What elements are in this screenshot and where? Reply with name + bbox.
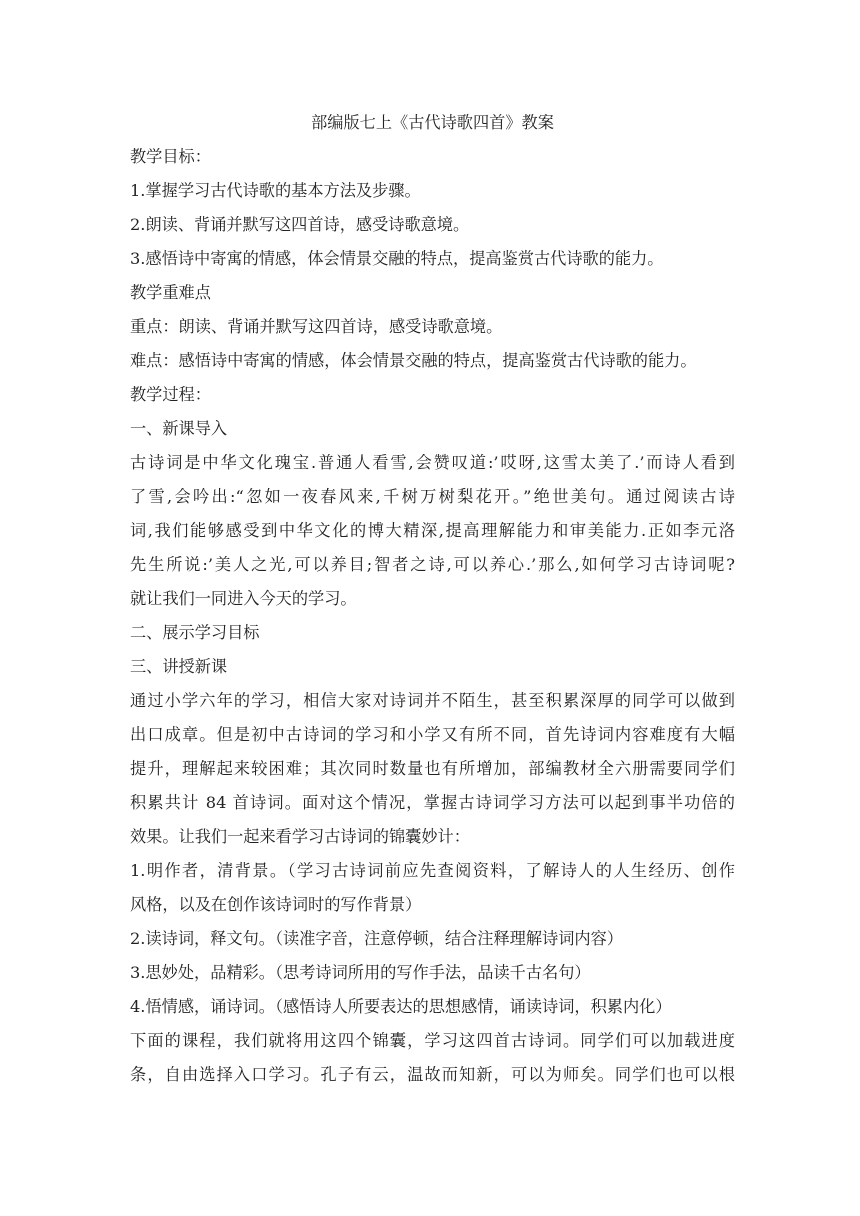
closing-paragraph xyxy=(130,1024,735,1092)
paragraph-line: 提升，理解起来较困难；其次同时数量也有所增加，部编教材全六册需要同学们 xyxy=(130,759,735,778)
paragraph-line: 通过小学六年的学习，相信大家对诗词并不陌生，甚至积累深厚的同学可以做到 xyxy=(130,691,735,710)
tip-line: 风格，以及在创作该诗词时的写作背景） xyxy=(130,895,422,914)
paragraph-line: 了雪,会吟出:“忽如一夜春风来,千树万树梨花开。”绝世美句。通过阅读古诗 xyxy=(130,487,735,506)
document-title: 部编版七上《古代诗歌四首》教案 xyxy=(311,113,554,132)
tip-item xyxy=(130,854,735,922)
tip-item xyxy=(130,922,735,956)
objective-item: 3.感悟诗中寄寓的情感，体会情景交融的特点，提高鉴赏古代诗歌的能力。 xyxy=(130,249,664,268)
section-heading-lecture: 三、讲授新课 xyxy=(130,657,228,676)
tip-item xyxy=(130,956,735,990)
objective-item: 1.掌握学习古代诗歌的基本方法及步骤。 xyxy=(130,181,421,200)
document-body xyxy=(130,106,735,1092)
paragraph-line: 条，自由选择入口学习。孔子有云，温故而知新，可以为师矣。同学们也可以根 xyxy=(130,1065,735,1084)
tip-line: 4.悟情感，诵诗词。（感悟诗人所要表达的思想感情，诵读诗词，积累内化） xyxy=(130,997,672,1016)
intro-paragraph xyxy=(130,446,735,616)
tip-line: 2.读诗词，释文句。（读准字音，注意停顿，结合注释理解诗词内容） xyxy=(130,929,623,948)
section-heading-objectives: 二、展示学习目标 xyxy=(130,623,260,642)
objective-item: 2.朗读、背诵并默写这四首诗，感受诗歌意境。 xyxy=(130,215,470,234)
paragraph-line: 先生所说:’美人之光,可以养目;智者之诗,可以养心.’那么,如何学习古诗词呢? xyxy=(130,555,735,574)
tip-line: 1.明作者，清背景。（学习古诗词前应先查阅资料，了解诗人的人生经历、创作 xyxy=(130,861,735,880)
paragraph-line: 下面的课程，我们就将用这四个锦囊，学习这四首古诗词。同学们可以加载进度 xyxy=(130,1031,735,1050)
section-heading-intro: 一、新课导入 xyxy=(130,419,228,438)
tip-item xyxy=(130,990,735,1024)
paragraph-line: 就让我们一同进入今天的学习。 xyxy=(130,589,357,608)
key-points-heading: 教学重难点 xyxy=(130,283,211,302)
lecture-paragraph xyxy=(130,684,735,854)
process-heading: 教学过程： xyxy=(130,385,211,404)
paragraph-line: 积累共计 84 首诗词。面对这个情况，掌握古诗词学习方法可以起到事半功倍的 xyxy=(130,793,735,812)
difficult-point-text: 难点：感悟诗中寄寓的情感，体会情景交融的特点，提高鉴赏古代诗歌的能力。 xyxy=(130,351,697,370)
paragraph-line: 古诗词是中华文化瑰宝.普通人看雪,会赞叹道:’哎呀,这雪太美了.’而诗人看到 xyxy=(130,453,735,472)
tip-line: 3.思妙处，品精彩。（思考诗词所用的写作手法，品读千古名句） xyxy=(130,963,591,982)
objectives-heading: 教学目标： xyxy=(130,147,211,166)
key-point-text: 重点：朗读、背诵并默写这四首诗，感受诗歌意境。 xyxy=(130,317,503,336)
paragraph-line: 词,我们能够感受到中华文化的博大精深,提高理解能力和审美能力.正如李元洛 xyxy=(130,521,735,540)
paragraph-line: 效果。让我们一起来看学习古诗词的锦囊妙计： xyxy=(130,827,470,846)
paragraph-line: 出口成章。但是初中古诗词的学习和小学又有所不同，首先诗词内容难度有大幅 xyxy=(130,725,735,744)
